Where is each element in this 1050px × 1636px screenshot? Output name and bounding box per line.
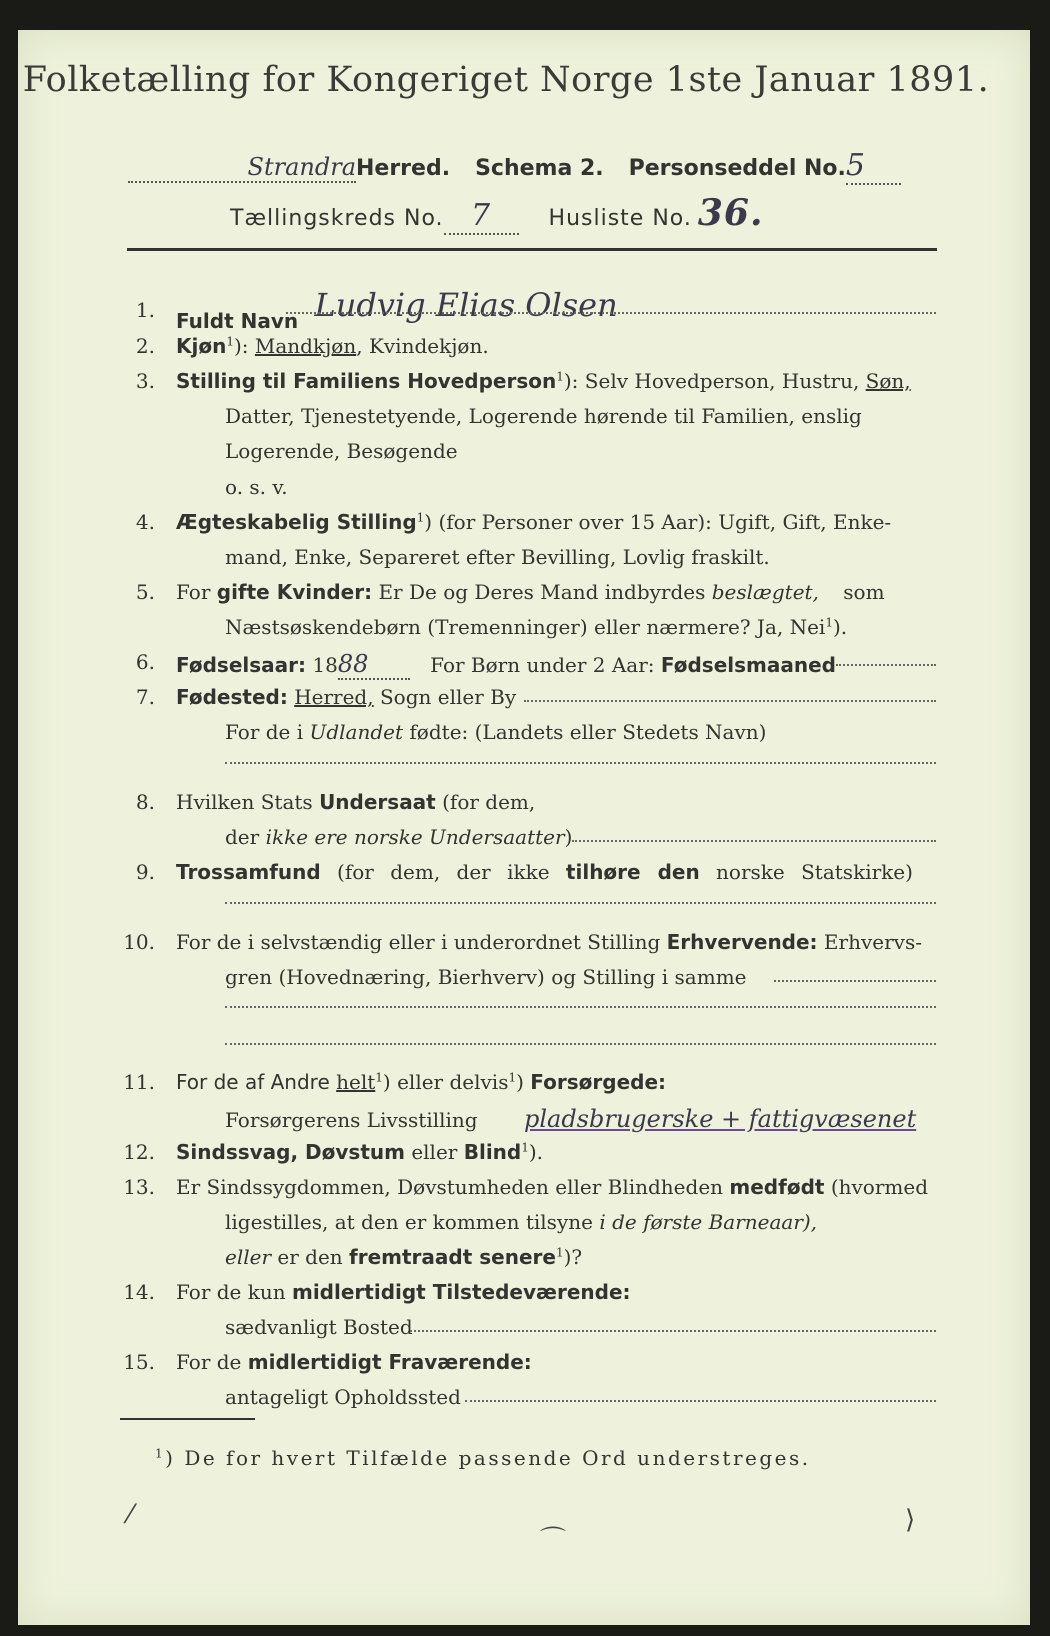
personseddel-label: Personseddel No.: [628, 156, 846, 181]
q11-livsstilling: Forsørgerens Livsstilling: [225, 1108, 478, 1132]
q6-year-prefix: 18: [312, 653, 338, 677]
q10-number: 10.: [123, 930, 155, 954]
q11-line2: [225, 1105, 916, 1133]
q5-row: [176, 580, 885, 604]
q11-text: For de af Andre: [176, 1070, 330, 1094]
q7-number: 7.: [135, 685, 155, 709]
q9-label: Trossamfund: [176, 860, 321, 884]
taellingskreds-value: 7: [444, 198, 519, 235]
q5-beslaegtet: beslægtet,: [711, 580, 819, 604]
q10-dotline-2: [225, 1006, 936, 1008]
footnote-rule: [120, 1418, 255, 1420]
q12-number: 12.: [123, 1140, 155, 1164]
q7-dotline-2: [225, 762, 936, 764]
q13-text: Er Sindssygdommen, Døvstumheden eller Blindheden: [176, 1175, 724, 1199]
q11-helt: helt: [336, 1070, 376, 1094]
q7-herred: Herred,: [294, 685, 374, 709]
q8-text-b: (for dem,: [442, 790, 536, 814]
husliste-value: 36.: [697, 192, 764, 234]
q15-row: [176, 1350, 532, 1374]
taellingskreds-label: Tællingskreds No.: [230, 206, 444, 231]
pen-mark-right: ⟩: [905, 1505, 916, 1535]
q2-mandkjon: Mandkjøn: [254, 334, 357, 358]
husliste-label: Husliste No.: [548, 206, 692, 231]
q14-line2: sædvanligt Bosted: [225, 1315, 413, 1339]
q6-row: [176, 650, 836, 680]
q9-text-b: norske Statskirke): [716, 860, 913, 884]
q2-kvindekjon: Kvindekjøn.: [368, 334, 489, 358]
q8-line2: der ikke ere norske Undersaatter): [225, 825, 573, 849]
q6-dotline: [836, 664, 936, 666]
q10-dotline-3: [225, 1043, 936, 1045]
form-title: Folketælling for Kongeriget Norge 1ste Januar 1891.: [22, 60, 990, 100]
q4-sup: 1: [416, 510, 425, 525]
q8-line2-a: der: [225, 825, 260, 849]
q8-line2-b: ikke ere norske Undersaatter: [265, 825, 565, 849]
q13-line2-b: i de første Barneaar),: [599, 1210, 818, 1234]
q13-number: 13.: [123, 1175, 155, 1199]
q9-dotline: [225, 902, 936, 904]
q7-line2: [225, 720, 766, 744]
q1-number: 1.: [135, 298, 155, 322]
q13-line3: eller er den fremtraadt senere$^1$)?: [225, 1245, 583, 1269]
q6-number: 6.: [135, 650, 155, 674]
header-divider: [127, 248, 937, 251]
personseddel-value: 5: [846, 148, 901, 185]
q9-row: [176, 860, 913, 884]
q9-text: (for dem, der ikke: [337, 860, 550, 884]
q14-row: [176, 1280, 631, 1304]
q4-text: (for Personer over 15 Aar): Ugift, Gift, Enke-: [438, 510, 892, 534]
q6-text: For Børn under 2 Aar:: [430, 653, 655, 677]
q4-label: Ægteskabelig Stilling: [176, 510, 417, 534]
q13-text-b: (hvormed: [830, 1175, 928, 1199]
q5-number: 5.: [135, 580, 155, 604]
q5-for: For: [176, 580, 211, 604]
q7-udlandet: Udlandet: [309, 720, 404, 744]
q10-text-b: Erhvervs-: [823, 930, 922, 954]
q3-text: Selv Hovedperson, Hustru,: [584, 369, 860, 393]
q1-value: Ludvig Elias Olsen: [314, 286, 618, 324]
q6-year-value: 88: [338, 650, 410, 680]
q3-son: Søn,: [865, 369, 911, 393]
q5-line2: Næstsøskendebørn (Tremenninger) eller nærmere? Ja, Nei: [225, 615, 826, 639]
q5-line2-row: Næstsøskendebørn (Tremenninger) eller nærmere? Ja, Nei$^1$).: [225, 615, 848, 639]
q5-label: gifte Kvinder:: [216, 580, 373, 604]
q15-text: For de: [176, 1350, 242, 1374]
q3-line3: Logerende, Besøgende: [225, 439, 458, 463]
q3-row: Stilling til Familiens Hovedperson$^1$): Selv Hovedperson, Hustru, Søn,: [176, 369, 911, 393]
q8-dotline: [572, 840, 936, 842]
q1-dotline: [286, 312, 936, 314]
q2-number: 2.: [135, 334, 155, 358]
q3-number: 3.: [135, 369, 155, 393]
q7-row: [176, 685, 516, 709]
q8-text: Hvilken Stats: [176, 790, 313, 814]
q7-label: Fødested:: [176, 685, 288, 709]
q10-row: [176, 930, 922, 954]
q4-row: Ægteskabelig Stilling$^1$) (for Personer over 15 Aar): Ugift, Gift, Enke-: [176, 510, 892, 534]
q3-label: Stilling til Familiens Hovedperson: [176, 369, 557, 393]
q12-label: Sindssvag, Døvstum: [176, 1140, 405, 1164]
q10-line2: gren (Hovednæring, Bierhverv) og Stilling i samme: [225, 965, 747, 989]
q7-line2-c: fødte: (Landets eller Stedets Navn): [409, 720, 767, 744]
q8-row: [176, 790, 535, 814]
q11-number: 11.: [123, 1070, 155, 1094]
q13-row: [176, 1175, 928, 1199]
herred-row: [128, 148, 901, 185]
q8-label: Undersaat: [319, 790, 436, 814]
q7-line2-a: For de i: [225, 720, 304, 744]
q15-dotline: [465, 1400, 936, 1402]
q6-label-b: Fødselsmaaned: [660, 653, 836, 677]
q12-text: eller: [411, 1140, 458, 1164]
q1-label: Fuldt Navn: [176, 309, 299, 333]
q14-number: 14.: [123, 1280, 155, 1304]
q2-row: Kjøn$^1$): Mandkjøn, Kvindekjøn.: [176, 334, 489, 358]
q12-label-b: Blind: [463, 1140, 522, 1164]
q3-sup: 1: [556, 369, 564, 384]
footnote-text: De for hvert Tilfælde passende Ord understreges.: [184, 1446, 811, 1470]
q11-value: pladsbrugerske + fattigvæsenet: [523, 1105, 917, 1133]
q3-line4: o. s. v.: [225, 475, 288, 499]
q10-label: Erhvervende:: [666, 930, 818, 954]
q9-label-b: tilhøre den: [565, 860, 700, 884]
q11-row: For de af Andre helt$^1$) eller delvis$^1$) Forsørgede:: [176, 1070, 667, 1094]
q9-number: 9.: [135, 860, 155, 884]
q15-label: midlertidigt Fraværende:: [247, 1350, 532, 1374]
pen-mark-left: ⁄: [128, 1500, 133, 1530]
q10-text: For de i selvstændig eller i underordnet Stilling: [176, 930, 661, 954]
q14-dotline: [410, 1330, 936, 1332]
q3-line2: Datter, Tjenestetyende, Logerende hørende til Familien, enslig: [225, 404, 862, 428]
taellingskreds-row: [230, 192, 763, 235]
herred-label: Herred.: [356, 156, 451, 181]
q1-row: [176, 286, 618, 336]
q4-number: 4.: [135, 510, 155, 534]
q7-dotline: [524, 700, 936, 702]
q4-line2: mand, Enke, Separeret efter Bevilling, Lovlig fraskilt.: [225, 545, 770, 569]
q13-label: medfødt: [729, 1175, 825, 1199]
q14-label: midlertidigt Tilstedeværende:: [291, 1280, 631, 1304]
q2-label: Kjøn: [176, 334, 227, 358]
q11-label: Forsørgede:: [530, 1070, 667, 1094]
q13-line3-b: er den: [277, 1245, 343, 1269]
q8-number: 8.: [135, 790, 155, 814]
q13-eller: eller: [225, 1245, 272, 1269]
q2-sup: 1: [226, 334, 234, 349]
q15-number: 15.: [123, 1350, 155, 1374]
q10-dotline: [774, 980, 936, 982]
q5-som: som: [843, 580, 885, 604]
q6-label: Fødselsaar:: [176, 653, 306, 677]
q15-line2: antageligt Opholdssted: [225, 1385, 461, 1409]
herred-value: Strandra: [128, 153, 356, 183]
q13-line2: [225, 1210, 817, 1234]
q13-label-c: fremtraadt senere: [349, 1245, 556, 1269]
q7-text: Sogn eller By: [379, 685, 517, 709]
schema-label: Schema 2.: [475, 156, 604, 181]
footnote: $^1$) De for hvert Tilfælde passende Ord understreges.: [155, 1446, 811, 1470]
q12-row: Sindssvag, Døvstum eller Blind$^1$).: [176, 1140, 544, 1164]
q14-text: For de kun: [176, 1280, 286, 1304]
q11-text-b: eller delvis: [397, 1070, 509, 1094]
q5-text: Er De og Deres Mand indbyrdes: [378, 580, 706, 604]
pen-mark-center: ⌒: [540, 1526, 567, 1556]
q13-line2-a: ligestilles, at den er kommen tilsyne: [225, 1210, 593, 1234]
